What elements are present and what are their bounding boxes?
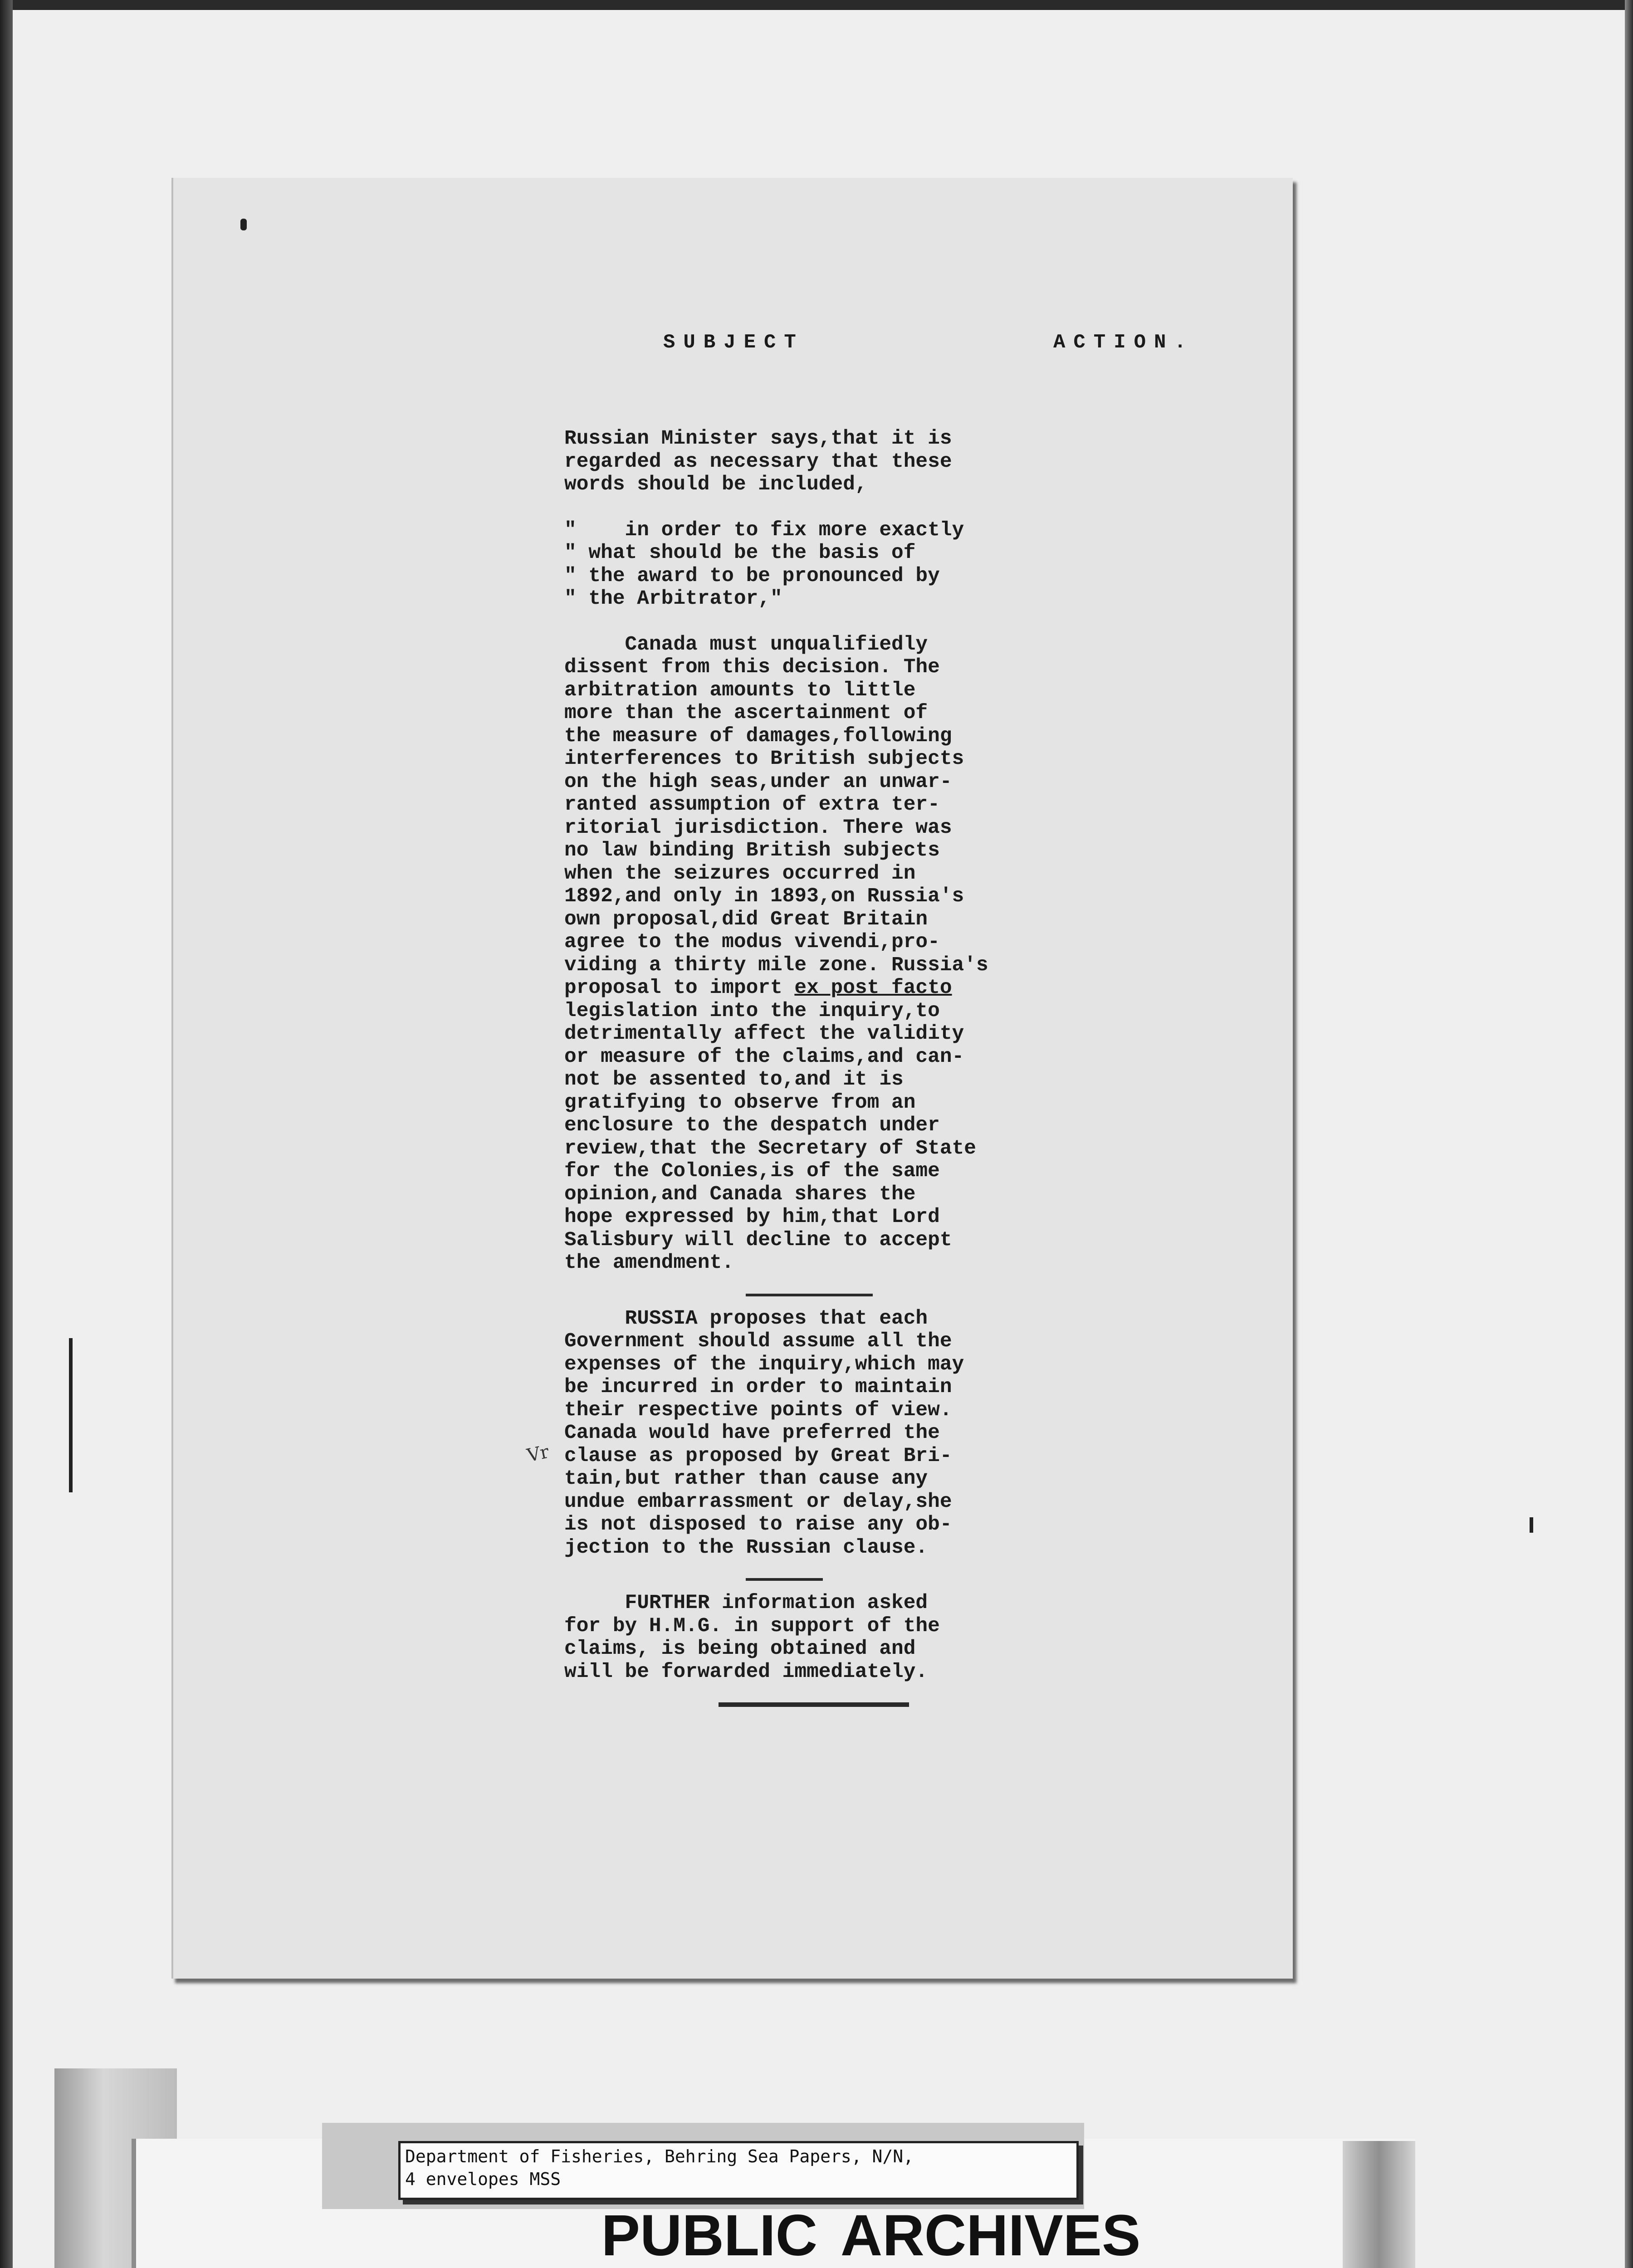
paragraph-group-1 [564, 427, 1236, 1275]
paragraph-group-3 [564, 1592, 1236, 1683]
document-line: when the seizures occurred in [564, 862, 916, 885]
document-line: tain,but rather than cause any [564, 1467, 928, 1490]
document-line: " in order to fix more exactly [564, 518, 964, 542]
document-line: viding a thirty mile zone. Russia's [564, 953, 988, 977]
document-line: no law binding British subjects [564, 839, 940, 862]
document-line: the amendment. [564, 1251, 734, 1274]
separator-rule [564, 1683, 1236, 1716]
document-line [564, 611, 1236, 633]
document-line: be incurred in order to maintain [564, 1376, 952, 1398]
board-mark [1530, 1517, 1533, 1533]
document-body [564, 427, 1236, 1716]
document-line: legislation into the inquiry,to [564, 999, 940, 1022]
document-line: detrimentally affect the validity [564, 1022, 964, 1045]
document-line: Salisbury will decline to accept [564, 1228, 952, 1251]
document-line: not be assented to,and it is [564, 1068, 904, 1091]
document-line: jection to the Russian clause. [564, 1536, 928, 1559]
document-line: own proposal,did Great Britain [564, 908, 928, 931]
document-line: ranted assumption of extra ter- [564, 793, 940, 816]
document-line: on the high seas,under an unwar- [564, 770, 952, 793]
document-line: more than the ascertainment of [564, 702, 928, 724]
heading-action: ACTION. [1053, 331, 1194, 354]
document-line: proposal to import ex post facto [564, 977, 952, 999]
punch-mark [240, 219, 247, 230]
document-line: RUSSIA proposes that each [564, 1307, 928, 1330]
frame-left-edge [0, 0, 13, 2268]
frame-top-edge [0, 0, 1633, 10]
document-line: agree to the modus vivendi,pro- [564, 931, 940, 953]
document-line: gratifying to observe from an [564, 1091, 916, 1114]
document-line: review,that the Secretary of State [564, 1137, 976, 1160]
board-mark [69, 1338, 73, 1492]
document-line: their respective points of view. [564, 1398, 952, 1422]
document-line: Government should assume all the [564, 1330, 952, 1353]
document-line: ritorial jurisdiction. There was [564, 816, 952, 839]
document-line: " the award to be pronounced by [564, 564, 940, 587]
archive-reference-label [398, 2141, 1079, 2200]
document-line: opinion,and Canada shares the [564, 1183, 916, 1206]
document-line: " what should be the basis of [564, 542, 916, 564]
document-line: regarded as necessary that these [564, 450, 952, 473]
document-line: interferences to British subjects [564, 748, 964, 770]
document-line: dissent from this decision. The [564, 656, 940, 679]
document-line: will be forwarded immediately. [564, 1660, 928, 1683]
document-line: hope expressed by him,that Lord [564, 1206, 940, 1228]
heading-subject: SUBJECT [663, 331, 804, 354]
document-line: or measure of the claims,and can- [564, 1045, 964, 1068]
document-line: expenses of the inquiry,which may [564, 1353, 964, 1376]
paragraph-group-2 [564, 1307, 1236, 1559]
archive-label-line-2: 4 envelopes MSS [405, 2169, 561, 2189]
stamp-public-archives: PUBLIC ARCHIVES [601, 2203, 1141, 2268]
margin-mark: Vr [525, 1441, 551, 1466]
document-line: the measure of damages,following [564, 724, 952, 748]
separator-rule [564, 1275, 1236, 1307]
document-line: " the Arbitrator," [564, 587, 782, 610]
document-line: clause as proposed by Great Bri- [564, 1444, 952, 1467]
document-line: for the Colonies,is of the same [564, 1160, 940, 1183]
document-line: Canada must unqualifiedly [564, 633, 928, 656]
document-line: is not disposed to raise any ob- [564, 1513, 952, 1536]
separator-rule [564, 1559, 1236, 1592]
document-line: 1892,and only in 1893,on Russia's [564, 885, 964, 908]
document-line: claims, is being obtained and [564, 1637, 916, 1660]
document-line [564, 496, 1236, 519]
frame-right-edge [1625, 0, 1633, 2268]
archive-label-line-1: Department of Fisheries, Behring Sea Papers, N/N, [405, 2146, 914, 2166]
document-line: for by H.M.G. in support of the [564, 1614, 940, 1637]
typed-document-page [171, 178, 1293, 1979]
document-line: FURTHER information asked [564, 1592, 928, 1614]
document-line: arbitration amounts to little [564, 679, 916, 702]
document-line: enclosure to the despatch under [564, 1114, 940, 1137]
document-line: Russian Minister says,that it is [564, 427, 952, 450]
document-line: words should be included, [564, 473, 867, 496]
document-line: undue embarrassment or delay,she [564, 1490, 952, 1513]
document-line: Canada would have preferred the [564, 1422, 940, 1444]
underlined-phrase: ex post facto [794, 977, 952, 999]
